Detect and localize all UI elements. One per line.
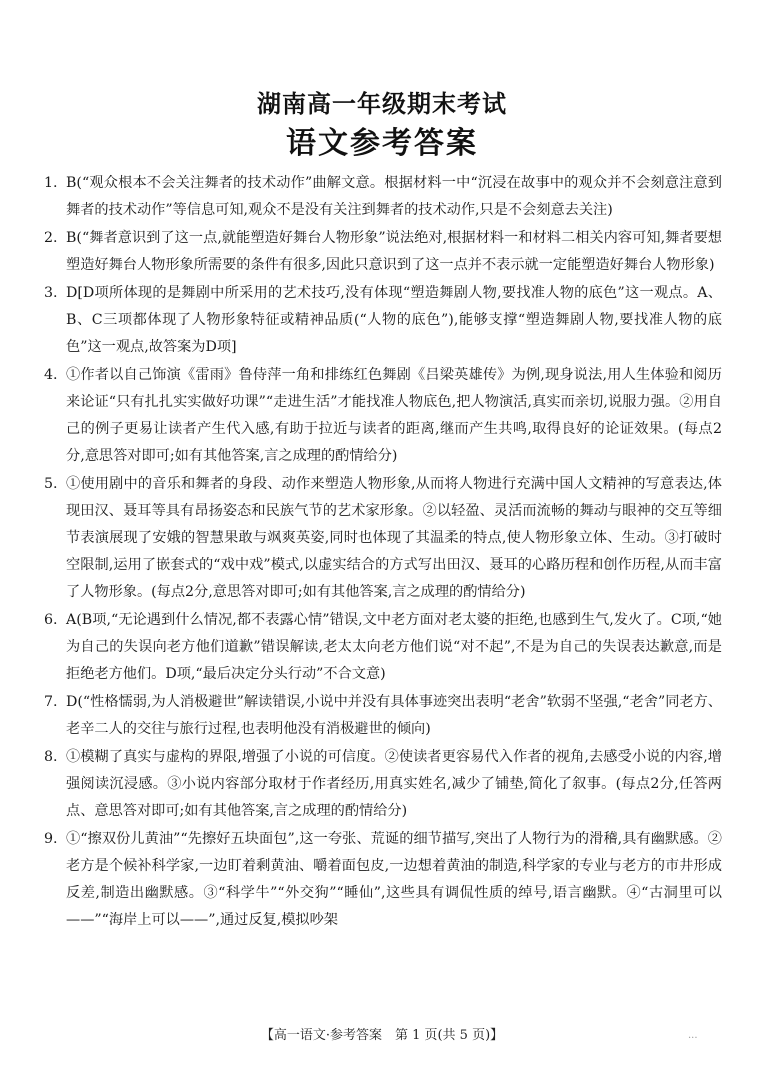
answer-number: 9. [44, 831, 58, 847]
answer-number: 3. [44, 285, 58, 301]
answer-number: 2. [44, 230, 58, 246]
answer-item-4 [44, 362, 722, 470]
answer-item-8 [44, 744, 722, 825]
answer-number: 4. [44, 367, 58, 383]
answer-number: 5. [44, 476, 58, 492]
answer-text: B(“舞者意识到了这一点,就能塑造好舞台人物形象”说法绝对,根据材料一和材料二相关内容可知,舞者要想塑造好舞台人物形象所需要的条件有很多,因此只意识到了这一点并不表示就一定能塑造好舞台人物形象) [66, 230, 722, 273]
answer-list [44, 170, 722, 934]
corner-mark: ... [688, 1030, 698, 1041]
answer-text: ①“擦双份儿黄油”“先擦好五块面包”,这一夸张、荒诞的细节描写,突出了人物行为的滑稽,具有幽默感。②老方是个候补科学家,一边盯着剩黄油、嚼着面包皮,一边想着黄油的制造,科学家的专业与老方的市井形成反差,制造出幽默感。③“科学牛”“外交狗”“睡仙”,这些具有调侃性质的绰号,语言幽默。④“古洞里可以——”“海岸上可以——”,通过反复,模拟吵架 [66, 831, 722, 928]
answer-item-1 [44, 170, 722, 224]
answer-text: D[D项所体现的是舞剧中所采用的艺术技巧,没有体现“塑造舞剧人物,要找准人物的底色”这一观点。A、B、C三项都体现了人物形象特征或精神品质(“人物的底色”),能够支撑“塑造舞剧人物,要找准人物的底色”这一观点,故答案为D项] [66, 285, 722, 355]
answer-number: 7. [44, 694, 58, 710]
answer-text: B(“观众根本不会关注舞者的技术动作”曲解文意。根据材料一中“沉浸在故事中的观众并不会刻意注意到舞者的技术动作”等信息可知,观众不是没有关注到舞者的技术动作,只是不会刻意去关注) [66, 175, 722, 218]
page-footer: 【高一语文·参考答案 第 1 页(共 5 页)】 [260, 1028, 504, 1043]
answer-item-2 [44, 225, 722, 279]
answer-text: ①使用剧中的音乐和舞者的身段、动作来塑造人物形象,从而将人物进行充满中国人文精神的写意表达,体现田汉、聂耳等具有昂扬姿态和民族气节的艺术家形象。②以轻盈、灵活而流畅的舞动与眼神的交互等细节表演展现了安娥的智慧果敢与飒爽英姿,同时也体现了其温柔的特点,使人物形象立体、生动。③打破时空限制,运用了嵌套式的“戏中戏”模式,以虚实结合的方式写出田汉、聂耳的心路历程和创作历程,从而丰富了人物形象。(每点2分,意思答对即可;如有其他答案,言之成理的酌情给分) [66, 476, 722, 600]
answer-number: 6. [44, 612, 58, 628]
answer-text: ①模糊了真实与虚构的界限,增强了小说的可信度。②使读者更容易代入作者的视角,去感受小说的内容,增强阅读沉浸感。③小说内容部分取材于作者经历,用真实姓名,减少了铺垫,简化了叙事。(每点2分,任答两点、意思答对即可;如有其他答案,言之成理的酌情给分) [66, 749, 722, 819]
answer-number: 1. [44, 175, 58, 191]
answer-number: 8. [44, 749, 58, 765]
exam-title: 湖南高一年级期末考试 [257, 89, 507, 118]
answer-text: ①作者以自己饰演《雷雨》鲁侍萍一角和排练红色舞剧《吕梁英雄传》为例,现身说法,用人生体验和阅历来论证“只有扎扎实实做好功课”“走进生活”才能找准人物底色,把人物演活,真实而亲切,说服力强。②用自己的例子更易让读者产生代入感,有助于拉近与读者的距离,继而产生共鸣,取得良好的论证效果。(每点2分,意思答对即可;如有其他答案,言之成理的酌情给分) [66, 367, 722, 464]
answer-item-3 [44, 280, 722, 361]
answer-key-title: 语文参考答案 [286, 126, 478, 161]
answer-item-7 [44, 689, 722, 743]
answer-text: A(B项,“无论遇到什么情况,都不表露心情”错误,文中老方面对老太婆的拒绝,也感到生气,发火了。C项,“她为自己的失误向老方他们道歉”错误解读,老太太向老方他们说“对不起”,不是为自己的失误表达歉意,而是拒绝老方他们。D项,“最后决定分头行动”不合文意) [66, 612, 722, 682]
answer-item-5 [44, 471, 722, 606]
answer-item-9 [44, 826, 722, 934]
answer-item-6 [44, 607, 722, 688]
answer-text: D(“性格懦弱,为人消极避世”解读错误,小说中并没有具体事迹突出表明“老舍”软弱不坚强,“老舍”同老方、老辛二人的交往与旅行过程,也表明他没有消极避世的倾向) [66, 694, 722, 737]
